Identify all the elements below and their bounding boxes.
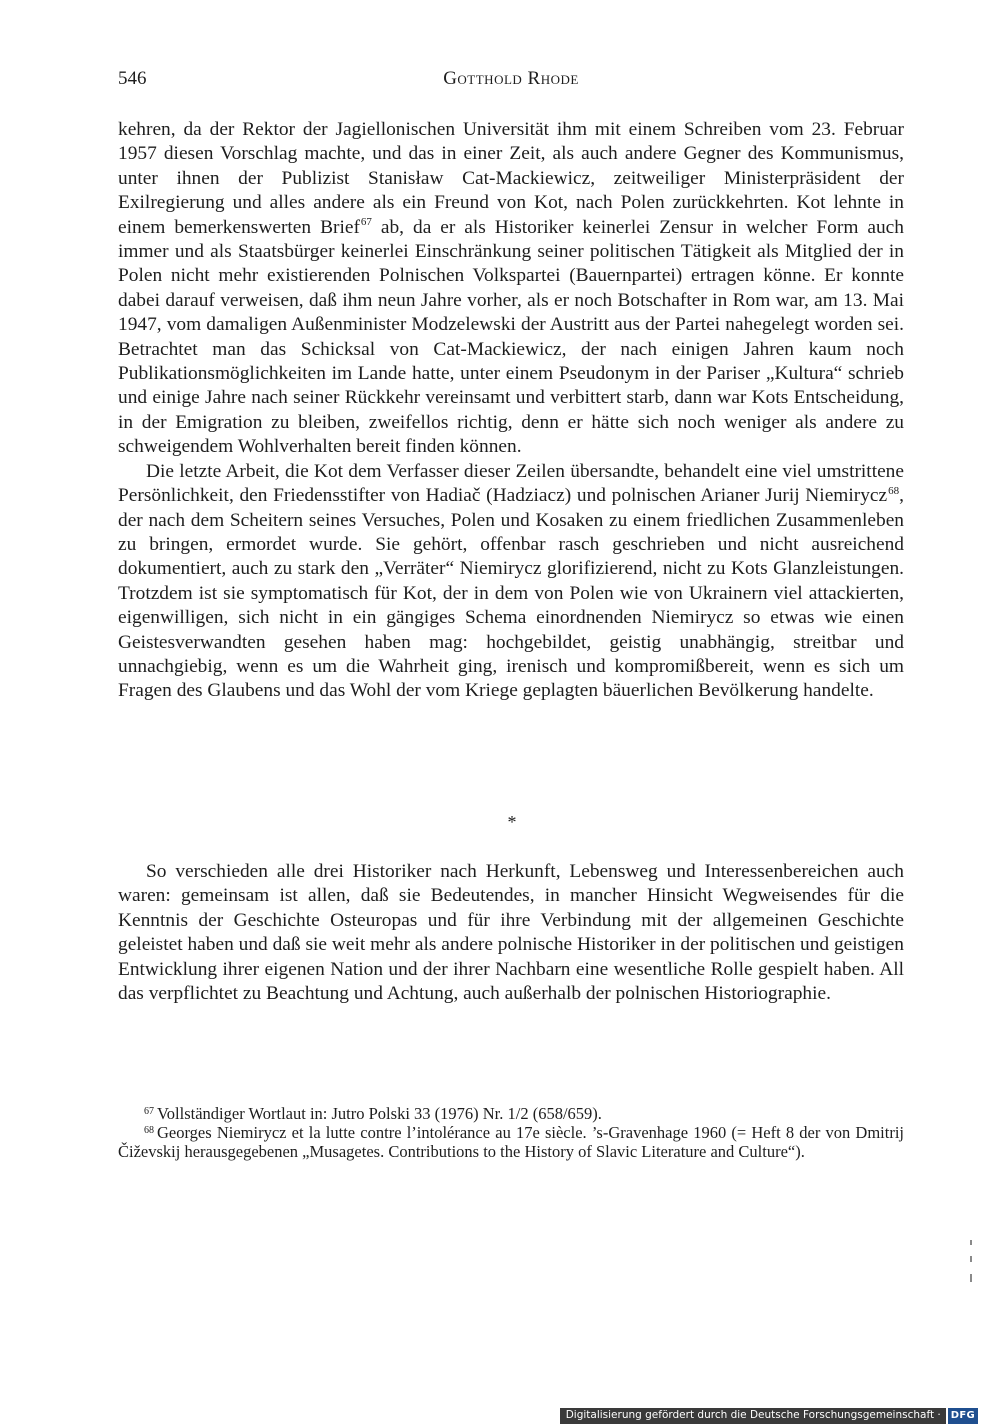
paragraph-2 xyxy=(118,460,904,704)
digitization-footer xyxy=(560,1408,978,1424)
paragraph-1-text-b: ab, da er als Historiker keinerlei Zensur in welcher Form auch immer und als Staatsbürger keinerlei Einschränkung seiner politischen Tätigkeit als Mitglied der in Polen nicht mehr existierenden Polnischen Volkspartei (Bauernpartei) ertragen könne. Er konnte dabei darauf verweisen, daß ihm neun Jahre vorher, als er noch Botschafter in Rom war, am 13. Mai 1947, vom damaligen Außenminister Modzelewski der Austritt aus der Partei nahegelegt worden sei. Betrachtet man das Schicksal von Cat-Mackiewicz, der nach einigen Jahren kaum noch Publikationsmöglichkeiten im Lande hatte, unter einem Pseudonym in der Pariser „Kultura“ schrieb und einige Jahre nach seiner Rückkehr vereinsamt und verbittert starb, dann war Kots Entscheidung, in der Emigration zu bleiben, zweifellos richtig, denn er hätte sich noch weniger als andere zu schweigendem Wohlverhalten bereit finden können. xyxy=(118,216,904,458)
footnote-number: 68 xyxy=(144,1125,154,1137)
digitization-credit: Digitalisierung gefördert durch die Deutsche Forschungsgemeinschaft · xyxy=(560,1408,946,1424)
section-break-asterisk: * xyxy=(507,812,517,832)
closing-text-block xyxy=(118,860,904,1006)
paragraph-2-text-a: Die letzte Arbeit, die Kot dem Verfasser dieser Zeilen übersandte, behandelt eine viel umstrittene Persönlichkeit, den Friedensstifter von Hadiač (Hadziacz) und polnischen Arianer Jurij Niemirycz xyxy=(118,460,904,507)
footnote-text: Georges Niemirycz et la lutte contre l’intolérance au 17e siècle. ’s-Gravenhage 1960 (= Heft 8 der von Dmitrij Čiževskij herausgegebenen „Musagetes. Contributions to the History of Slavic Literature and Culture“). xyxy=(118,1123,904,1162)
paragraph-3: So verschieden alle drei Historiker nach Herkunft, Lebensweg und Interessenbereichen auch waren: gemeinsam ist allen, daß sie Bedeutendes, in mancher Hinsicht Wegweisendes für die Kenntnis der Geschichte Osteuropas und für ihre Verbindung mit der allgemeinen Geschichte geleistet haben und daß sie weit mehr als andere polnische Historiker in der politischen und geistigen Entwicklung ihrer eigenen Nation und der ihrer Nachbarn eine wesentliche Rolle gespielt haben. All das verpflichtet zu Beachtung und Achtung, auch außerhalb der polnischen Historiographie. xyxy=(118,861,904,1005)
main-text-block xyxy=(118,118,904,704)
footnote-67 xyxy=(118,1104,904,1123)
dfg-logo-icon: DFG xyxy=(948,1408,978,1424)
footnotes xyxy=(118,1104,904,1162)
paragraph-1 xyxy=(118,118,904,460)
footnote-ref-68: 68 xyxy=(888,484,900,497)
running-head xyxy=(118,68,904,96)
footnote-text: Vollständiger Wortlaut in: Jutro Polski 33 (1976) Nr. 1/2 (658/659). xyxy=(157,1104,602,1123)
footnote-68 xyxy=(118,1123,904,1161)
footnote-ref-67: 67 xyxy=(360,216,372,229)
paragraph-1-text-a: kehren, da der Rektor der Jagiellonischen Universität ihm mit einem Schreiben vom 23. Februar 1957 diesen Vorschlag machte, und das in einer Zeit, als auch andere Gegner des Kommunismus, unter ihnen der Publizist Stanisław Cat-Mackiewicz, zeitweiliger Ministerpräsident der Exilregierung und alles andere als ein Freund von Kot, nach Polen zurückkehrten. Kot lehnte in einem bemerkenswerten Brief xyxy=(118,119,904,238)
paragraph-2-text-b: , der nach dem Scheitern seines Versuches, Polen und Kosaken zu einem friedlichen Zusammenleben zu bringen, ermordet wurde. Sie gehört, offenbar rasch geschrieben und nicht ausreichend dokumentiert, auch zu stark den „Verräter“ Niemirycz glorifizierend, nicht zu Kots Glanzleistungen. Trotzdem ist sie symptomatisch für Kot, der in dem von Polen wie von Ukrainern viel attackierten, eigenwilligen, sich nicht in ein gängiges Schema einordnenden Niemirycz so etwas wie einen Geistesverwandten gesehen haben mag: hochgebildet, geistig unabhängig, streitbar und unnachgiebig, wenn es um die Wahrheit ging, irenisch und kompromißbereit, wenn es sich um Fragen des Glaubens und das Wohl der vom Kriege geplagten bäuerlichen Bevölkerung handelte. xyxy=(118,485,904,702)
running-title: Gotthold Rhode xyxy=(443,68,579,89)
scan-margin-specks xyxy=(968,1240,974,1292)
footnote-number: 67 xyxy=(144,1106,154,1117)
page-number: 546 xyxy=(118,68,147,89)
